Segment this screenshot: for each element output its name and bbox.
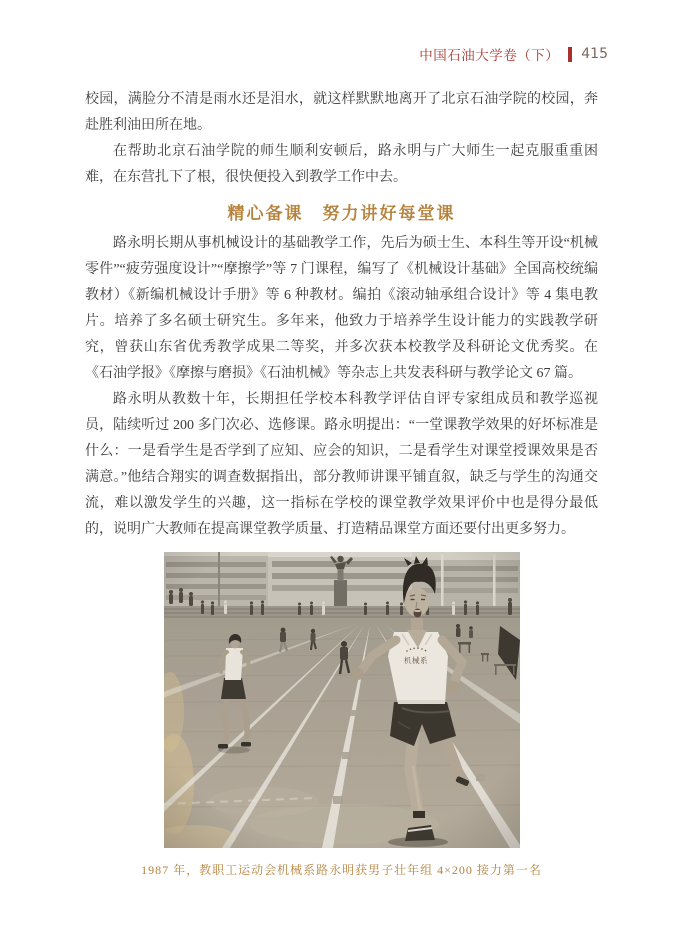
photo-illustration [164, 552, 520, 848]
paragraph-1: 校园，满脸分不清是雨水还是泪水，就这样默默地离开了北京石油学院的校园，奔赴胜利油田所在地。 [85, 92, 598, 133]
section-heading: 精心备课 努力讲好每堂课 [227, 204, 456, 223]
paragraph-2: 在帮助北京石油学院的师生顺利安顿后，路永明与广大师生一起克服重重困难，在东营扎下了根，很快便投入到教学工作中去。 [85, 144, 598, 185]
photo-caption: 1987 年，教职工运动会机械系路永明获男子壮年组 4×200 接力第一名 [141, 863, 542, 877]
vignette [164, 552, 520, 848]
track-race-photo [164, 552, 520, 848]
header-divider-bar [568, 47, 572, 62]
page-header [85, 44, 608, 64]
book-title: 中国石油大学卷（下） [419, 48, 560, 63]
photo-figure [85, 552, 598, 879]
paragraph-3: 路永明长期从事机械设计的基础教学工作，先后为硕士生、本科生等开设“机械零件”“疲劳强度设计”“摩擦学”等 7 门课程，编写了《机械设计基础》全国高校统编教材）《新编机械设计手册》等 6 种教材。编拍《滚动轴承组合设计》等 4 集电教片。培养了多名硕士研究生。多年来，他致力于培养学生设计能力的实践教学研究，曾获山东省优秀教学成果二等奖，并多次获本校教学及科研论文优秀奖。在《石油学报》《摩擦与磨损》《石油机械》等杂志上共发表科研与教学论文 67 篇。 [85, 236, 598, 381]
page-number: 415 [581, 46, 608, 62]
paragraph-4: 路永明从教数十年，长期担任学校本科教学评估自评专家组成员和教学巡视员，陆续听过 200 多门次必、选修课。路永明提出：“一堂课教学效果的好坏标准是什么：一是看学生是否学到了应知、应会的知识，二是看学生对课堂授课效果是否满意。”他结合翔实的调查数据指出，部分教师讲课平铺直叙，缺乏与学生的沟通交流，难以激发学生的兴趣，这一指标在学校的课堂教学效果评价中也是得分最低的，说明广大教师在提高课堂教学质量、打造精品课堂方面还要付出更多努力。 [85, 392, 598, 537]
page-body [85, 87, 598, 879]
